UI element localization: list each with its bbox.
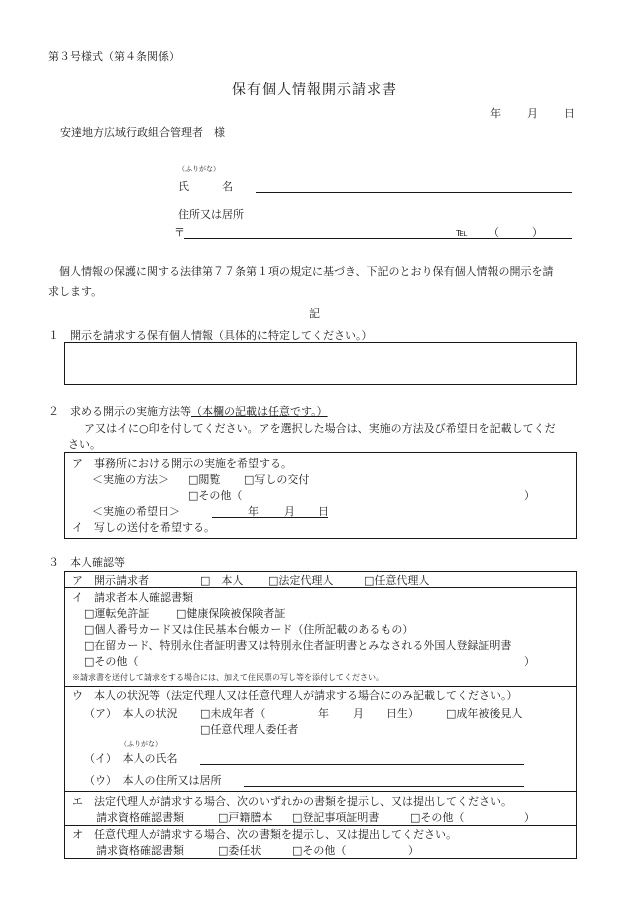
id-docs-label: イ 請求者本人確認書類 bbox=[72, 591, 193, 604]
checkbox-voluntary-rep[interactable]: □任意代理人 bbox=[364, 574, 430, 587]
form-number: 第３号様式（第４条関係） bbox=[48, 50, 180, 63]
principal-name-label: （イ） 本人の氏名 bbox=[84, 752, 178, 765]
date-year: 年 bbox=[490, 107, 501, 120]
checkbox-legal-rep[interactable]: □法定代理人 bbox=[268, 574, 334, 587]
checkbox-power-of-attorney[interactable]: □委任状 bbox=[218, 844, 262, 857]
option-a-office[interactable]: ア 事務所における開示の実施を希望する。 bbox=[72, 457, 292, 470]
desired-date-year: 年 bbox=[248, 505, 259, 518]
section2-heading-text: ２ 求める開示の実施方法等 bbox=[48, 405, 191, 418]
checkbox-method-other[interactable]: □その他（ bbox=[188, 489, 243, 502]
name-label: 氏 名 bbox=[178, 180, 233, 193]
address-label: 住所又は居所 bbox=[178, 208, 244, 221]
date-day: 日 bbox=[564, 107, 575, 120]
name-furigana: （ふりがな） bbox=[178, 165, 220, 173]
checkbox-adult-ward[interactable]: □成年被後見人 bbox=[446, 707, 523, 720]
voluntary-rep-docs-label: オ 任意代理人が請求する場合、次の書類を提示し、又は提出してください。 bbox=[72, 828, 457, 841]
legal-other-close: ） bbox=[524, 811, 535, 824]
postal-mark: 〒 bbox=[174, 226, 185, 239]
principal-condition-label: （ア） 本人の状況 bbox=[84, 707, 178, 720]
name-field[interactable] bbox=[256, 192, 572, 193]
desired-date-month: 月 bbox=[284, 505, 295, 518]
id-other-close: ） bbox=[524, 655, 535, 668]
checkbox-view[interactable]: □閲覧 bbox=[188, 473, 221, 486]
section2-optional-note: （本欄の記載は任意です。） bbox=[191, 405, 328, 418]
row-divider bbox=[64, 587, 577, 588]
method-label: ＜実施の方法＞ bbox=[92, 473, 169, 486]
desired-date-label: ＜実施の希望日＞ bbox=[92, 505, 180, 518]
ki-heading: 記 bbox=[309, 307, 320, 320]
desired-date-field[interactable] bbox=[212, 517, 328, 518]
voluntary-other-close: ） bbox=[408, 844, 419, 857]
section3-heading: ３ 本人確認等 bbox=[48, 556, 125, 569]
principal-name-furigana: （ふりがな） bbox=[120, 740, 162, 748]
tel-icon: ℡ bbox=[456, 226, 468, 239]
date-month: 月 bbox=[527, 107, 538, 120]
principal-status-label: ウ 本人の状況等（法定代理人又は任意代理人が請求する場合にのみ記載してください。） bbox=[72, 689, 518, 702]
row-divider bbox=[64, 686, 577, 687]
checkbox-voluntary-other[interactable]: □その他（ bbox=[292, 844, 347, 857]
minor-birth-month: 月 bbox=[353, 707, 364, 720]
checkbox-self[interactable]: □ 本人 bbox=[200, 574, 244, 587]
row-divider bbox=[64, 825, 577, 826]
checkbox-my-number-card[interactable]: □個人番号カード又は住民基本台帳カード（住所記載のあるもの） bbox=[84, 623, 414, 636]
section2-heading bbox=[48, 406, 328, 417]
principal-name-field[interactable] bbox=[200, 764, 524, 765]
id-docs-note: ※請求書を送付して請求をする場合には、加えて住民票の写し等を添付してください。 bbox=[72, 673, 384, 682]
legal-rep-docs-label: エ 法定代理人が請求する場合、次のいずれかの書類を提示し、又は提出してください。 bbox=[72, 795, 512, 808]
section1-heading: １ 開示を請求する保有個人情報（具体的に特定してください。） bbox=[48, 329, 373, 342]
minor-birth-year: 年 bbox=[318, 707, 329, 720]
tel-parens: （ ） bbox=[488, 226, 543, 239]
addressee: 安達地方広域行政組合管理者 様 bbox=[60, 126, 225, 139]
info-specification-box[interactable] bbox=[64, 342, 577, 385]
checkbox-residence-card[interactable]: □在留カード、特別永住者証明書又は特別永住者証明書とみなされる外国人登録証明書 bbox=[84, 639, 512, 652]
checkbox-copy-delivery[interactable]: □写しの交付 bbox=[244, 473, 310, 486]
method-other-close: ） bbox=[524, 489, 535, 502]
checkbox-health-insurance[interactable]: □健康保険被保険者証 bbox=[176, 607, 286, 620]
intro-line-2: 求します。 bbox=[48, 285, 103, 298]
principal-address-label: （ウ） 本人の住所又は居所 bbox=[84, 774, 222, 787]
row-divider bbox=[64, 791, 577, 792]
requester-type-label: ア 開示請求者 bbox=[72, 574, 149, 587]
option-i-mail-copy[interactable]: イ 写しの送付を希望する。 bbox=[72, 521, 215, 534]
checkbox-registry-certificate[interactable]: □登記事項証明書 bbox=[292, 811, 380, 824]
checkbox-legal-other[interactable]: □その他（ bbox=[410, 811, 465, 824]
voluntary-rep-qualification-label: 請求資格確認書類 bbox=[96, 844, 184, 857]
desired-date-day: 日 bbox=[318, 505, 329, 518]
intro-line-1: 個人情報の保護に関する法律第７７条第１項の規定に基づき、下記のとおり保有個人情報の開示を請 bbox=[48, 265, 554, 278]
section2-instruction-2: さい。 bbox=[68, 438, 101, 451]
checkbox-drivers-license[interactable]: □運転免許証 bbox=[84, 607, 150, 620]
checkbox-id-other[interactable]: □その他（ bbox=[84, 655, 139, 668]
legal-rep-qualification-label: 請求資格確認書類 bbox=[96, 811, 184, 824]
checkbox-minor[interactable]: □未成年者（ bbox=[200, 707, 266, 720]
principal-address-field[interactable] bbox=[244, 786, 524, 787]
page-title: 保有個人情報開示請求書 bbox=[232, 82, 397, 98]
minor-birth-day: 日生） bbox=[386, 707, 419, 720]
checkbox-family-register[interactable]: □戸籍謄本 bbox=[218, 811, 273, 824]
checkbox-delegator[interactable]: □任意代理人委任者 bbox=[200, 723, 299, 736]
section2-instruction-1: ア又はイに○印を付してください。アを選択した場合は、実施の方法及び希望日を記載してくだ bbox=[84, 422, 556, 435]
